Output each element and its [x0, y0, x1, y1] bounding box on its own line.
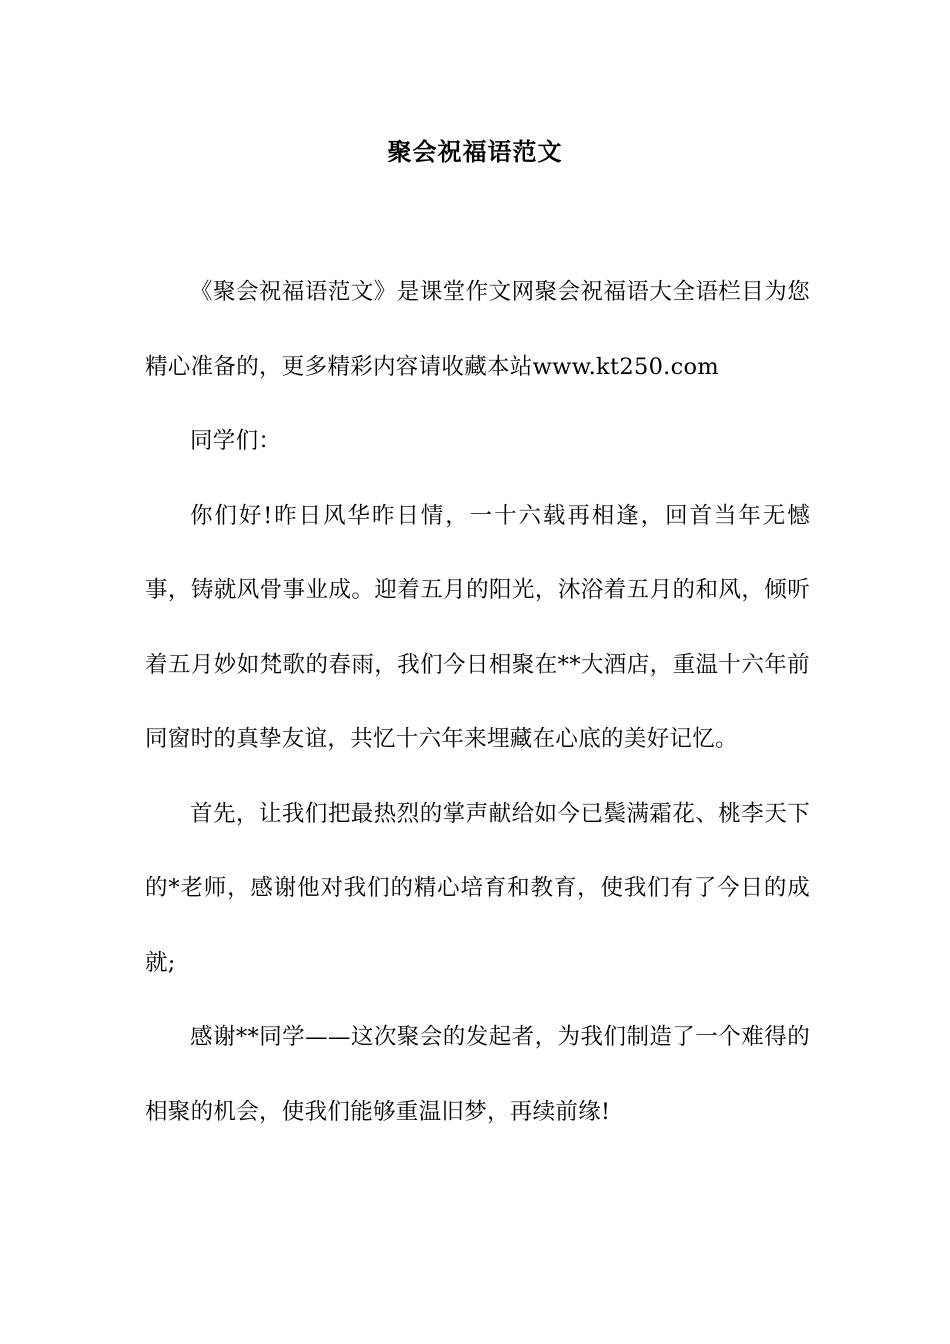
document-title: 聚会祝福语范文 [387, 138, 563, 166]
paragraph-greeting: 同学们： [190, 428, 282, 454]
paragraph-intro: 《聚会祝福语范文》是课堂作文网聚会祝福语大全语栏目为您精心准备的，更多精彩内容请收藏本站www.kt250.com [145, 279, 810, 380]
paragraph-thanks-teacher: 首先，让我们把最热烈的掌声献给如今已鬓满霜花、桃李天下的*老师，感谢他对我们的精心培育和教育，使我们有了今日的成就; [145, 800, 810, 976]
paragraph-opening: 你们好!昨日风华昨日情，一十六载再相逢，回首当年无憾事，铸就风骨事业成。迎着五月的阳光，沐浴着五月的和风，倾听着五月妙如梵歌的春雨，我们今日相聚在**大酒店，重温十六年前同窗时的真挚友谊，共忆十六年来埋藏在心底的美好记忆。 [145, 502, 810, 752]
document-body [145, 255, 810, 1149]
paragraph-thanks-organizer: 感谢**同学——这次聚会的发起者，为我们制造了一个难得的相聚的机会，使我们能够重温旧梦，再续前缘! [145, 1024, 810, 1125]
